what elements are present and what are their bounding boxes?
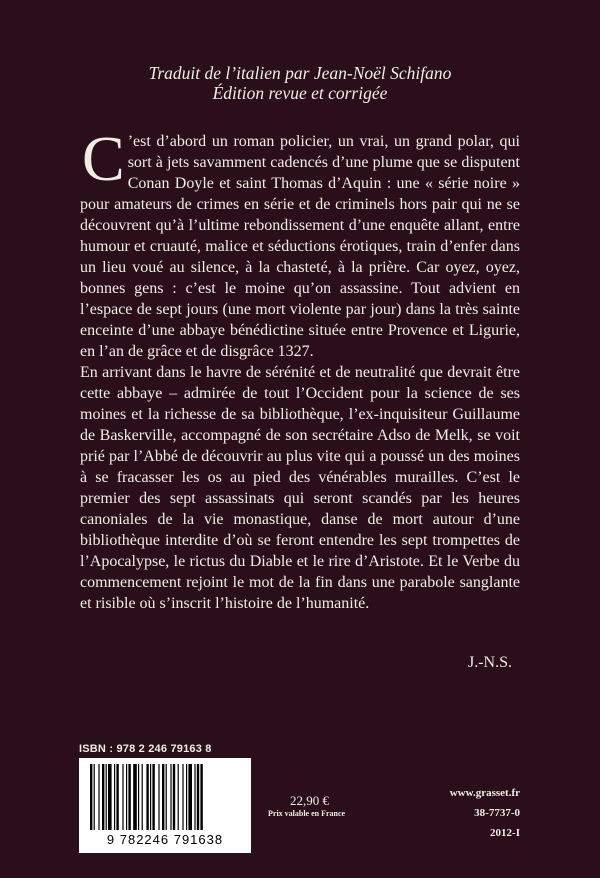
publisher-info <box>450 783 520 843</box>
barcode-digits: 9 782246 791638 <box>106 832 224 847</box>
publisher-website: www.grasset.fr <box>449 787 520 799</box>
barcode <box>79 758 251 853</box>
back-cover-blurb <box>80 123 520 614</box>
publisher-code: 38-7737-0 <box>474 807 520 819</box>
publisher-date-code: 2012-I <box>490 827 520 839</box>
blurb-paragraph-2: En arrivant dans le havre de sérénité et de neutralité que devrait être cette abbaye – admirée de tout l’Occident pour la science de ses moines et la richesse de sa bibliothèque, l’ex-inquisiteur Guillaume de Baskerville, accompagné de son secrétaire Adso de Melk, se voit prié par l’Abbé de découvrir au plus vite qui a poussé un des moines à se fracasser les os au pied des vénérables murailles. C’est le premier des sept assassinats qui seront scandés par les heures canoniales de la vie monastique, danse de mort autour d’une bibliothèque interdite d’où se feront entendre les sept trompettes de l’Apocalypse, le rictus du Diable et le rire d’Aristote. Et le Verbe du commencement rejoint le mot de la fin dans une parabole sanglante et risible où s’inscrit l’histoire de l’humanité. <box>80 364 520 612</box>
blurb-paragraph-1-text: ’est d’abord un roman policier, un vrai, un grand polar, qui sort à jets savamment cadencés d’une plume que se disputent Conan Doyle et saint Thomas d’Aquin : une « série noire » pour amateurs de crimes en série et de criminels hors pair qui ne se découvrent qu’à l’ultime rebondissement d’une enquête allant, entre humour et cruauté, malice et séductions érotiques, train d’enfer dans un lieu voué au silence, à la chasteté, à la prière. Car oyez, oyez, bonnes gens : c’est le moine qu’on assassine. Tout advient en l’espace de sept jours (une mort violente par jour) dans la très sainte enceinte d’une abbaye bénédictine située entre Provence et Ligurie, en l’an de grâce et de disgrâce 1327. <box>80 133 520 360</box>
translator-line: Traduit de l’italien par Jean-Noël Schifano <box>148 63 452 83</box>
price-note: Prix valable en France <box>268 809 346 818</box>
blurb-paragraph-1 <box>80 123 520 362</box>
edition-line: Édition revue et corrigée <box>212 83 388 103</box>
isbn-label: ISBN : 978 2 246 79163 8 <box>79 743 212 755</box>
barcode-icon <box>90 764 240 830</box>
drop-cap: C <box>82 123 125 194</box>
price: 22,90 € <box>290 793 329 808</box>
signature: J.-N.S. <box>468 654 513 671</box>
translation-credits <box>0 63 600 103</box>
